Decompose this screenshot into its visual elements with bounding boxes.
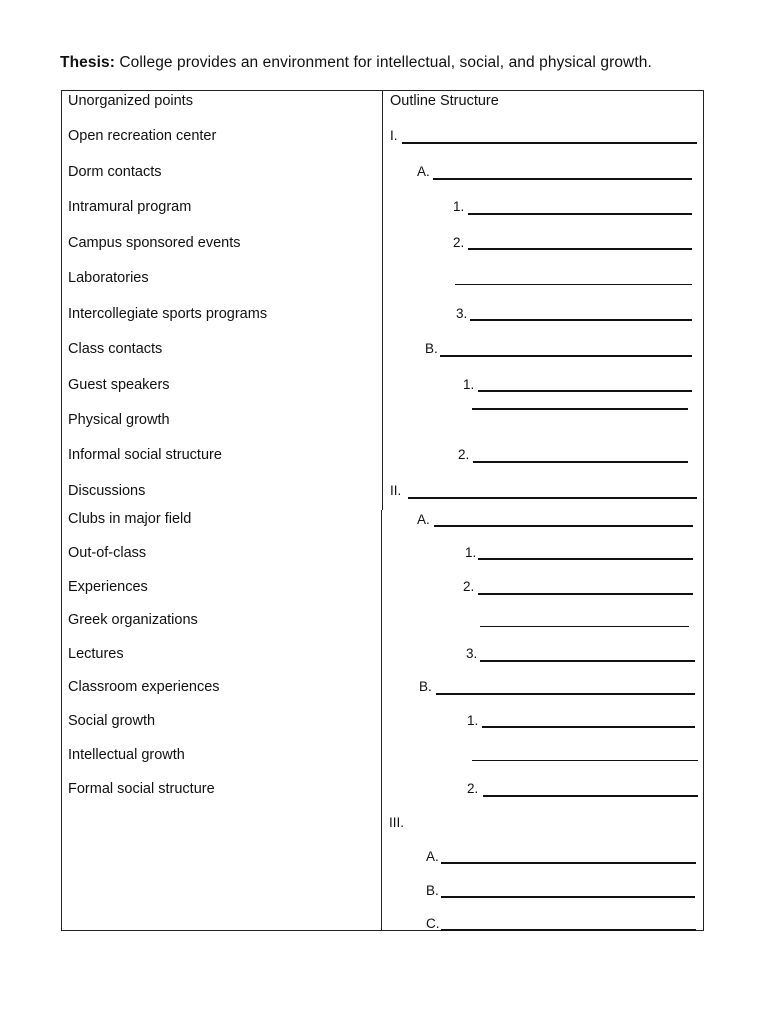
unorganized-point: Social growth bbox=[68, 713, 156, 729]
outline-label: II. bbox=[390, 483, 402, 498]
unorganized-point: Class contacts bbox=[68, 341, 163, 357]
unorganized-point: Lectures bbox=[68, 646, 124, 662]
blank-answer-line[interactable] bbox=[408, 497, 697, 499]
unorganized-point: Clubs in major field bbox=[68, 511, 192, 527]
unorganized-point: Classroom experiences bbox=[68, 679, 220, 695]
unorganized-point: Campus sponsored events bbox=[68, 235, 241, 251]
header-outline-structure: Outline Structure bbox=[390, 93, 499, 109]
outline-label: 3. bbox=[466, 646, 478, 661]
thesis-line bbox=[60, 54, 652, 72]
outline-label: 3. bbox=[456, 306, 468, 321]
blank-answer-line[interactable] bbox=[440, 355, 692, 357]
blank-answer-line[interactable] bbox=[402, 142, 697, 144]
blank-answer-line[interactable] bbox=[478, 558, 693, 560]
blank-answer-line[interactable] bbox=[433, 178, 692, 180]
blank-answer-line[interactable] bbox=[441, 896, 695, 898]
blank-answer-line[interactable] bbox=[468, 248, 692, 250]
unorganized-point: Greek organizations bbox=[68, 612, 198, 628]
blank-answer-line[interactable] bbox=[436, 693, 695, 695]
outline-label: 1. bbox=[453, 199, 465, 214]
outline-label: 1. bbox=[463, 377, 475, 392]
outline-label: B. bbox=[419, 679, 432, 694]
blank-answer-line[interactable] bbox=[478, 390, 692, 392]
unorganized-point: Intercollegiate sports programs bbox=[68, 306, 268, 322]
thesis-text: College provides an environment for intellectual, social, and physical growth. bbox=[114, 54, 652, 71]
unorganized-point: Dorm contacts bbox=[68, 164, 162, 180]
outline-label: I. bbox=[390, 128, 398, 143]
unorganized-point: Intellectual growth bbox=[68, 747, 185, 763]
blank-answer-line[interactable] bbox=[483, 795, 698, 797]
outline-label: 2. bbox=[463, 579, 475, 594]
blank-answer-line[interactable] bbox=[470, 319, 692, 321]
blank-answer-line[interactable] bbox=[473, 461, 688, 463]
header-unorganized-points: Unorganized points bbox=[68, 93, 193, 109]
outline-label: 1. bbox=[467, 713, 479, 728]
thesis-label: Thesis: bbox=[60, 54, 115, 71]
unorganized-point: Intramural program bbox=[68, 199, 192, 215]
blank-answer-line[interactable] bbox=[480, 626, 689, 627]
unorganized-point: Physical growth bbox=[68, 412, 170, 428]
column-divider-upper bbox=[382, 90, 383, 510]
unorganized-point: Experiences bbox=[68, 579, 148, 595]
unorganized-point: Formal social structure bbox=[68, 781, 215, 797]
blank-answer-line[interactable] bbox=[472, 408, 688, 410]
outline-label: 1. bbox=[465, 545, 477, 560]
outline-label: A. bbox=[417, 164, 430, 179]
unorganized-point: Open recreation center bbox=[68, 128, 217, 144]
blank-answer-line[interactable] bbox=[441, 929, 696, 931]
outline-label: 2. bbox=[453, 235, 465, 250]
blank-answer-line[interactable] bbox=[480, 660, 695, 662]
blank-answer-line[interactable] bbox=[482, 726, 695, 728]
outline-label: B. bbox=[425, 341, 438, 356]
unorganized-point: Laboratories bbox=[68, 270, 149, 286]
outline-label: A. bbox=[426, 849, 439, 864]
unorganized-point: Guest speakers bbox=[68, 377, 170, 393]
blank-answer-line[interactable] bbox=[468, 213, 692, 215]
blank-answer-line[interactable] bbox=[434, 525, 693, 527]
unorganized-point: Informal social structure bbox=[68, 447, 222, 463]
column-divider-lower bbox=[381, 510, 382, 931]
outline-label: A. bbox=[417, 512, 430, 527]
unorganized-point: Discussions bbox=[68, 483, 146, 499]
outline-label: C. bbox=[426, 916, 440, 931]
outline-label: B. bbox=[426, 883, 439, 898]
outline-label: III. bbox=[389, 815, 405, 830]
blank-answer-line[interactable] bbox=[472, 760, 698, 761]
outline-label: 2. bbox=[458, 447, 470, 462]
blank-answer-line[interactable] bbox=[441, 862, 696, 864]
blank-answer-line[interactable] bbox=[478, 593, 693, 595]
outline-label: 2. bbox=[467, 781, 479, 796]
unorganized-point: Out-of-class bbox=[68, 545, 147, 561]
blank-answer-line[interactable] bbox=[455, 284, 692, 285]
